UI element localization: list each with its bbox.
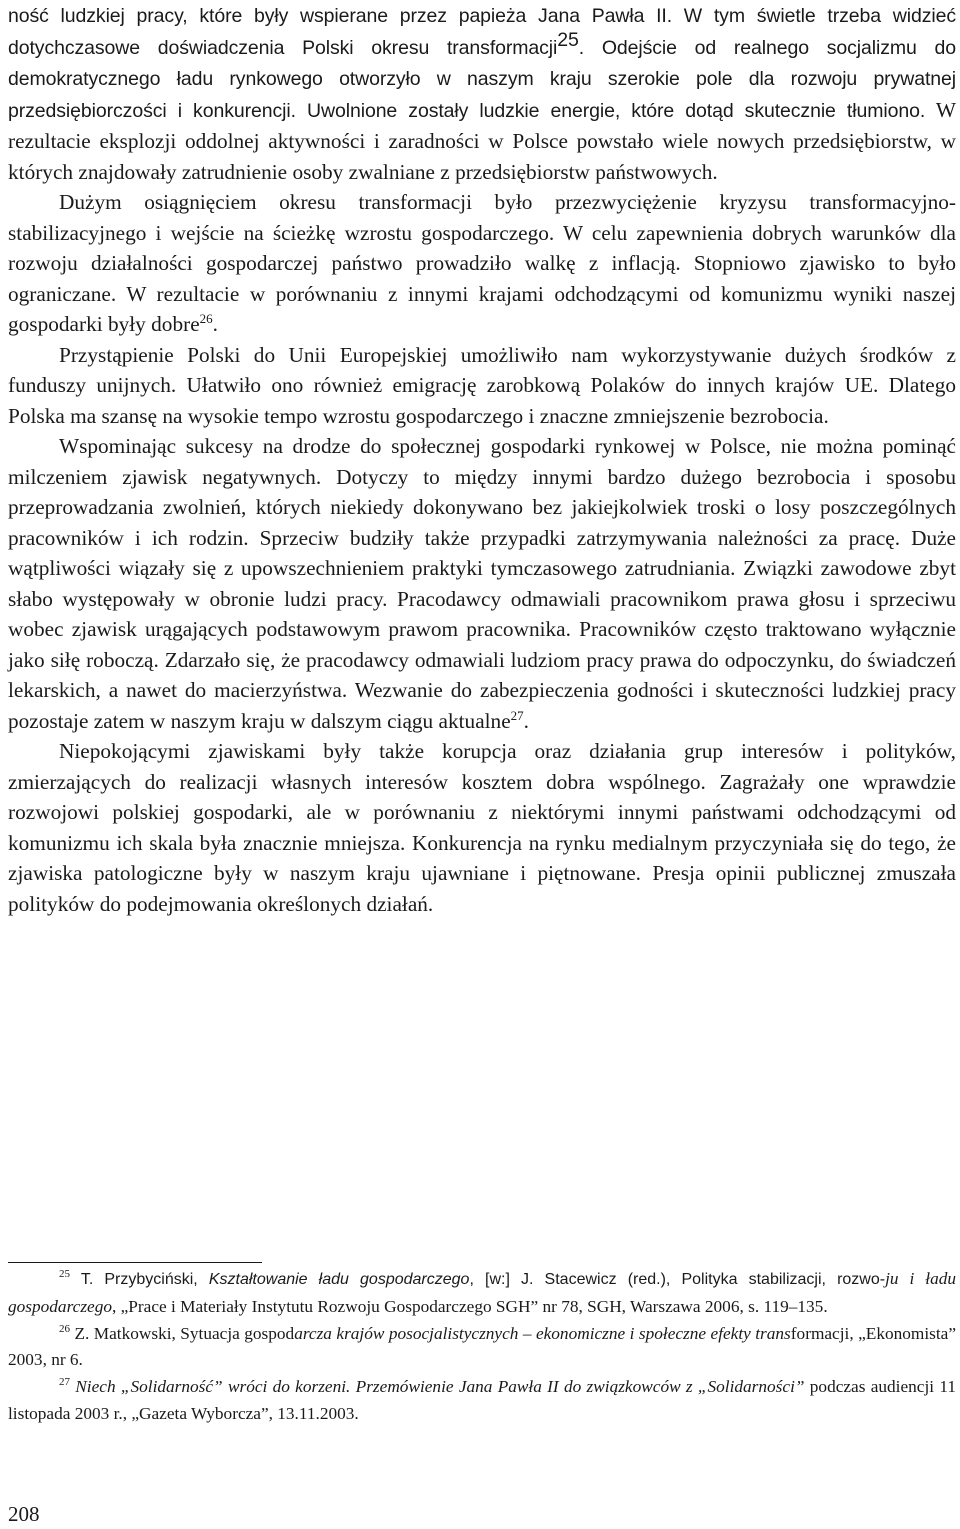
paragraph-4-text-b: . <box>523 708 529 733</box>
footnote-ref-27[interactable]: 27 <box>510 707 524 723</box>
paragraph-2-text-a: Dużym osiągnięciem okresu transformacji było przezwyciężenie kryzysu transformacyjno-stabilizacyjnego i wejście na ścieżkę wzrostu gospodarczego. W celu zapewnienia dobrych warunków dla rozwoju działalności gospodarczej państwo prowadziło walkę z inflacją. Stopniowo zjawisko to było ograniczane. W rezultacie w porównaniu z innymi krajami odchodzącymi od komunizmu wyniki naszej gospodarki były dobre <box>8 190 956 336</box>
footnote-ref-25[interactable]: 25 <box>557 28 579 51</box>
footnote-25 <box>8 1266 956 1321</box>
footnotes-section <box>8 1266 956 1428</box>
paragraph-2 <box>8 187 956 340</box>
footnote-divider <box>8 1262 262 1263</box>
page-number: 208 <box>8 1502 40 1526</box>
footnote-26 <box>8 1321 956 1375</box>
footnote-25-text-b: , [w:] J. Stacewicz (red.), Polityka stabilizacji, rozwo- <box>469 1271 886 1288</box>
footnote-25-italic-b: ju i ładu gospodarczego <box>8 1269 957 1316</box>
footnote-25-number: 25 <box>59 1268 70 1280</box>
paragraph-3: Przystąpienie Polski do Unii Europejskiej umożliwiło nam wykorzystywanie dużych środków z funduszy unijnych. Ułatwiło ono również emigrację zarobkową Polaków do innych krajów UE. Dlatego Polska ma szansę na wysokie tempo wzrostu gospodarczego i znaczne zmniejszenie bezrobocia. <box>8 342 956 428</box>
footnote-26-number: 26 <box>59 1322 70 1335</box>
footnote-27 <box>8 1374 956 1428</box>
paragraph-1-text-b: . Odejście od realnego socjalizmu do demokratycznego ładu rynkowego otworzyło w naszym kraju szerokie pole dla rozwoju prywatnej przedsiębiorczości i konkurencji. Uwolnione zostały ludzkie energie, które dotąd skutecznie tłumiono. <box>8 36 957 122</box>
footnote-27-italic: Niech „Solidarność” wróci do korzeni. Przemówienie Jana Pawła II do związkowców z „Solidarności” <box>70 1377 805 1397</box>
paragraph-1 <box>8 0 956 187</box>
footnote-26-text-a: Z. Matkowski, Sytuacja gospod <box>70 1323 295 1343</box>
paragraph-1-text-a: ność ludzkiej pracy, które były wspierane przez papieża Jana Pawła II. W tym świetle trzeba widzieć dotychczasowe doświadczenia Polski okresu transformacji <box>8 5 956 59</box>
footnote-26-italic: arcza krajów posocjalistycznych – ekonomiczne i społeczne efekty trans <box>294 1323 791 1343</box>
footnote-25-text-c: , „Prace i Materiały Instytutu Rozwoju Gospodarczego SGH” nr 78, SGH, Warszawa 2006, s. 119–135. <box>112 1296 828 1316</box>
footnote-26-text-b: formacji, „Ekonomista” 2003, nr 6. <box>8 1323 956 1370</box>
paragraph-1-text-c: W rezultacie eksplozji oddolnej aktywności i zaradności w Polsce powstało wiele nowych przedsiębiorstw, w których znajdowały zatrudnienie osoby zwalniane z przedsiębiorstw państwowych. <box>8 97 956 184</box>
paragraph-5: Niepokojącymi zjawiskami były także korupcja oraz działania grup interesów i polityków, zmierzających do realizacji własnych interesów kosztem dobra wspólnego. Zagrażały one wprawdzie rozwojowi polskiej gospodarki, ale w porównaniu z niektórymi innymi państwami odchodzącymi od komunizmu ich skala była znacznie mniejsza. Konkurencja na rynku medialnym przyczyniała się do tego, że zjawiska patologiczne były w naszym kraju ujawniane i piętnowane. Presja opinii publicznej zmuszała polityków do podejmowania określonych działań. <box>8 739 956 916</box>
paragraph-4 <box>8 431 956 736</box>
paragraph-2-text-b: . <box>212 312 218 336</box>
page-body <box>8 0 956 919</box>
footnote-27-text-b: podczas audiencji 11 listopada 2003 r., „Gazeta Wyborcza”, 13.11.2003. <box>8 1377 956 1423</box>
footnote-ref-26[interactable]: 26 <box>199 311 213 326</box>
footnote-25-italic-a: Kształtowanie ładu gospodarczego <box>208 1271 470 1288</box>
paragraph-4-text-a: Wspominając sukcesy na drodze do społecznej gospodarki rynkowej w Polsce, nie można pominąć milczeniem zjawisk negatywnych. Dotyczy to między innymi bardzo dużego bezrobocia i sposobu przeprowadzania zwolnień, których niekiedy dokonywano bez jakiejkolwiek troski o losy poszczególnych pracowników i ich rodzin. Sprzeciw budziły także przypadki zatrzymywania należności za pracę. Duże wątpliwości wiązały się z upowszechnieniem praktyki tymczasowego zatrudniania. Związki zawodowe zbyt słabo występowały w obronie ludzi pracy. Pracodawcy odmawiali pracownikom prawa głosu i sprzeciwu wobec zjawisk urągających podstawowym prawom pracownika. Pracowników często traktowano wyłącznie jako siłę roboczą. Zdarzało się, że pracodawcy odmawiali ludziom pracy prawa do odpoczynku, do świadczeń lekarskich, a nawet do macierzyństwa. Wezwanie do zabezpieczenia godności i skuteczności ludzkiej pracy pozostaje zatem w naszym kraju w dalszym ciągu aktualne <box>8 434 956 733</box>
footnote-25-text-a: T. Przybyciński, <box>70 1271 209 1288</box>
footnote-27-number: 27 <box>59 1376 70 1389</box>
main-text <box>8 0 956 919</box>
